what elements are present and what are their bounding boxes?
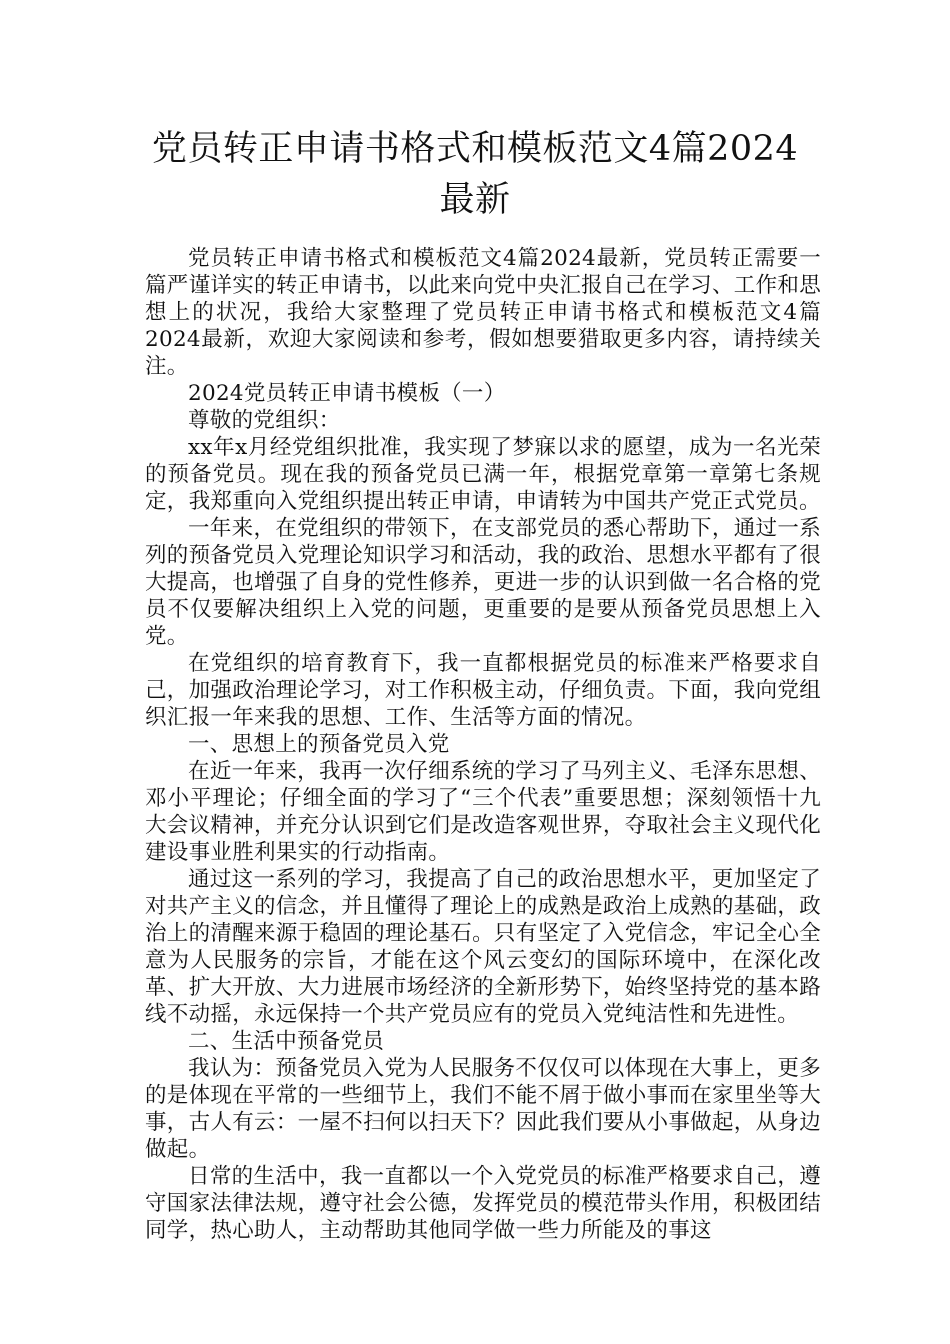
salutation: 尊敬的党组织： (188, 408, 341, 433)
body-paragraph-2: 一年来，在党组织的带领下，在支部党员的悉心帮助下，通过一系列的预备党员入党理论知识学习和活动，我的政治、思想水平都有了很大提高，也增强了自身的党性修养，更进一步的认识到做一名合格的党员不仅要解决组织上入党的问题，更重要的是要从预备党员思想上入党。 (145, 516, 821, 649)
body-paragraph-3: 在党组织的培育教育下，我一直都根据党员的标准来严格要求自己，加强政治理论学习，对工作积极主动，仔细负责。下面，我向党组织汇报一年来我的思想、工作、生活等方面的情况。 (145, 651, 821, 730)
intro-paragraph: 党员转正申请书格式和模板范文4篇2024最新，党员转正需要一篇严谨详实的转正申请书，以此来向党中央汇报自己在学习、工作和思想上的状况，我给大家整理了党员转正申请书格式和模板范文4篇2024最新，欢迎大家阅读和参考，假如想要猎取更多内容，请持续关注。 (145, 246, 821, 379)
body-paragraph-4: 在近一年来，我再一次仔细系统的学习了马列主义、毛泽东思想、邓小平理论；仔细全面的学习了“三个代表”重要思想；深刻领悟十九大会议精神，并充分认识到它们是改造客观世界，夺取社会主义现代化建设事业胜利果实的行动指南。 (145, 759, 821, 865)
template-heading: 2024党员转正申请书模板（一） (188, 381, 506, 406)
document-body (145, 245, 821, 1244)
body-paragraph-1: xx年x月经党组织批准，我实现了梦寐以求的愿望，成为一名光荣的预备党员。现在我的预备党员已满一年，根据党章第一章第七条规定，我郑重向入党组织提出转正申请，申请转为中国共产党正式党员。 (145, 435, 821, 514)
body-paragraph-7: 日常的生活中，我一直都以一个入党党员的标准严格要求自己，遵守国家法律法规，遵守社会公德，发挥党员的模范带头作用，积极团结同学，热心助人，主动帮助其他同学做一些力所能及的事这 (145, 1164, 821, 1243)
body-paragraph-6: 我认为：预备党员入党为人民服务不仅仅可以体现在大事上，更多的是体现在平常的一些细节上，我们不能不屑于做小事而在家里坐等大事，古人有云：一屋不扫何以扫天下？因此我们要从小事做起，从身边做起。 (145, 1056, 821, 1162)
document-title: 党员转正申请书格式和模板范文4篇2024最新 (151, 129, 799, 220)
section-heading-2: 二、生活中预备党员 (188, 1029, 385, 1054)
section-heading-1: 一、思想上的预备党员入党 (188, 732, 450, 757)
body-paragraph-5: 通过这一系列的学习，我提高了自己的政治思想水平，更加坚定了对共产主义的信念，并且懂得了理论上的成熟是政治上成熟的基础，政治上的清醒来源于稳固的理论基石。只有坚定了入党信念，牢记全心全意为人民服务的宗旨，才能在这个风云变幻的国际环境中，在深化改革、扩大开放、大力进展市场经济的全新形势下，始终坚持党的基本路线不动摇，永远保持一个共产党员应有的党员入党纯洁性和先进性。 (145, 867, 821, 1027)
